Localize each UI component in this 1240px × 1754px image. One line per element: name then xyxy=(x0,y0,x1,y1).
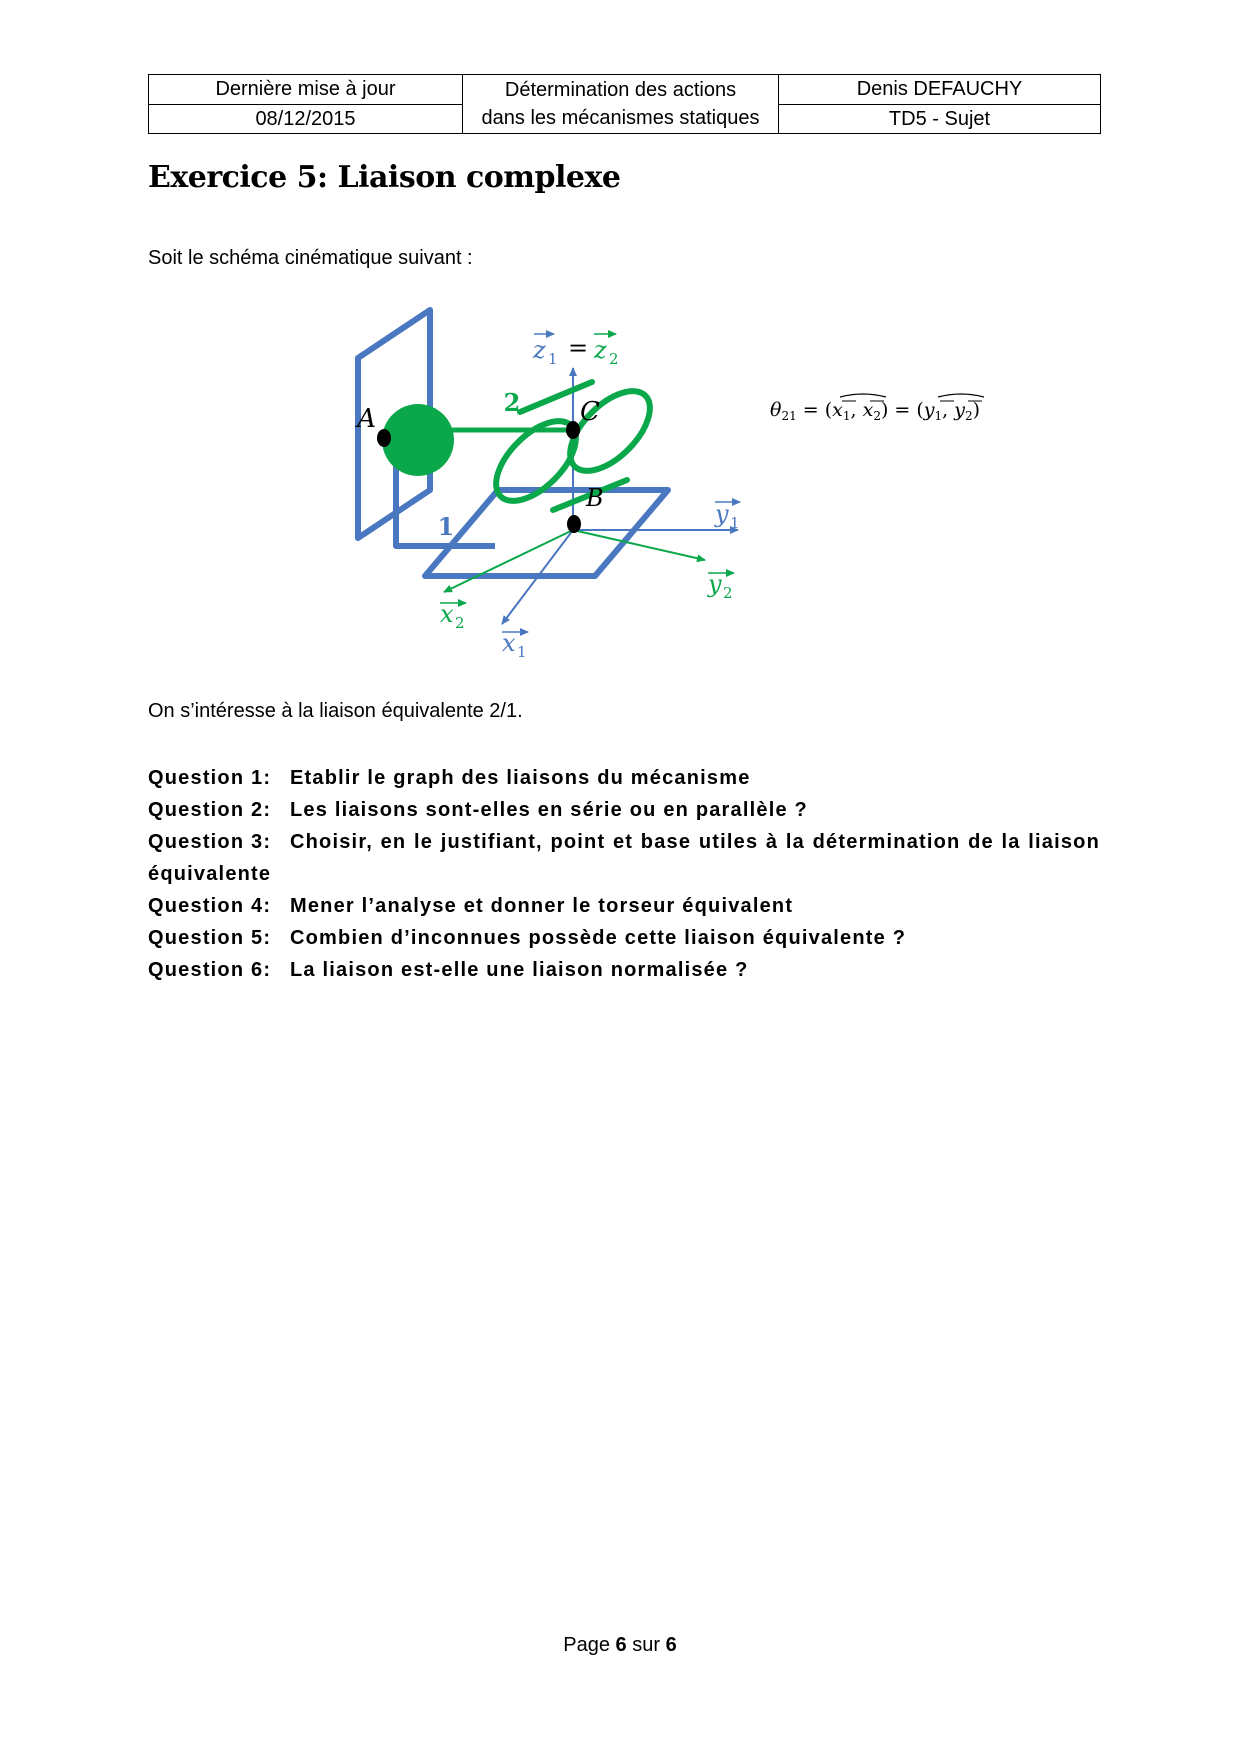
question-label: Question 3: xyxy=(148,831,272,853)
page-footer xyxy=(0,1634,1240,1657)
updated-date: 08/12/2015 xyxy=(149,104,463,134)
formula-y1-sub: 1 xyxy=(934,409,943,423)
point-c-marker xyxy=(566,421,580,439)
formula-eq1: = ( xyxy=(796,399,833,421)
z1-axis-label xyxy=(532,334,558,368)
x1-axis-label xyxy=(502,629,528,661)
formula-eq2: ) = ( xyxy=(880,399,924,421)
question-item xyxy=(148,922,1100,954)
angle-hat-y xyxy=(938,394,984,397)
z2-subscript: 2 xyxy=(609,350,619,368)
point-c-label: C xyxy=(580,397,600,427)
question-text: Mener l’analyse et donner le torseur équivalent xyxy=(290,895,794,917)
question-item xyxy=(148,762,1100,794)
formula-y2: y xyxy=(954,399,965,421)
solid2-label: 2 xyxy=(503,388,521,417)
document-reference: TD5 - Sujet xyxy=(779,104,1101,134)
question-item xyxy=(148,954,1100,986)
page-word: Page xyxy=(563,1634,610,1656)
formula-comma1: , xyxy=(850,399,863,421)
x2-letter: x xyxy=(440,600,454,628)
z1-subscript: 1 xyxy=(548,350,558,368)
formula-y2-sub: 2 xyxy=(965,409,973,423)
x1-subscript: 1 xyxy=(517,643,527,661)
exercise-title: Exercice 5: Liaison complexe xyxy=(148,160,621,195)
y2-axis-arrow xyxy=(573,530,705,560)
page-total: 6 xyxy=(665,1634,677,1656)
angle-hat-x xyxy=(840,394,886,397)
formula-close: ) xyxy=(972,399,981,421)
question-label: Question 2: xyxy=(148,799,272,821)
updated-label: Dernière mise à jour xyxy=(149,75,463,105)
question-label: Question 1: xyxy=(148,767,272,789)
y2-subscript: 2 xyxy=(723,584,733,602)
question-text: Etablir le graph des liaisons du mécanisme xyxy=(290,767,751,789)
formula-x2: x xyxy=(862,399,874,421)
question-text: Combien d’inconnues possède cette liaison équivalente ? xyxy=(290,927,907,949)
x2-axis-label xyxy=(440,600,466,632)
z1-letter: z xyxy=(533,336,546,364)
point-a-label: A xyxy=(357,404,376,434)
point-b-marker xyxy=(567,515,581,533)
z2-axis-label xyxy=(593,334,619,368)
page-number: 6 xyxy=(615,1634,627,1656)
intro-text: Soit le schéma cinématique suivant : xyxy=(148,247,473,269)
equivalent-link-text: On s’intéresse à la liaison équivalente 2/1. xyxy=(148,700,523,722)
y1-letter: y xyxy=(715,500,729,528)
of-word: sur xyxy=(632,1634,661,1656)
y2-letter: y xyxy=(708,570,722,598)
z2-letter: z xyxy=(594,336,607,364)
document-title-line1: Détermination des actions xyxy=(504,79,737,101)
question-item xyxy=(148,826,1100,890)
kinematic-diagram xyxy=(330,290,833,670)
y2-axis-label xyxy=(707,570,734,602)
x2-subscript: 2 xyxy=(455,614,465,632)
formula-x2-sub: 2 xyxy=(873,409,881,423)
question-label: Question 6: xyxy=(148,959,272,981)
question-text: Les liaisons sont-elles en série ou en parallèle ? xyxy=(290,799,808,821)
formula-y1: y xyxy=(923,399,935,421)
solid2-sphere xyxy=(382,404,454,476)
theta-subscript: 21 xyxy=(781,409,797,423)
question-text: La liaison est-elle une liaison normalisée ? xyxy=(290,959,749,981)
x2-axis-arrow xyxy=(444,530,573,592)
solid1-horizontal-plate xyxy=(425,490,668,576)
author-name: Denis DEFAUCHY xyxy=(779,75,1101,105)
formula-comma2: , xyxy=(942,399,955,421)
z-equals-sign: = xyxy=(568,334,589,362)
x1-letter: x xyxy=(502,629,516,657)
point-a-marker xyxy=(377,429,391,447)
solid1-label: 1 xyxy=(437,512,455,541)
question-label: Question 4: xyxy=(148,895,272,917)
document-title xyxy=(463,75,779,134)
question-list xyxy=(148,762,1100,986)
formula-x1-sub: 1 xyxy=(842,409,851,423)
question-text: Choisir, en le justifiant, point et base utiles à la détermination de la liaison équivalente xyxy=(148,831,1100,885)
question-item xyxy=(148,794,1100,826)
formula-x1: x xyxy=(832,399,843,421)
theta-symbol: θ xyxy=(770,399,782,421)
document-title-line2: dans les mécanismes statiques xyxy=(481,107,760,129)
angle-definition-formula xyxy=(770,392,1030,426)
document-header xyxy=(148,74,1101,134)
y1-axis-label xyxy=(714,500,740,532)
question-item xyxy=(148,890,1100,922)
svg-text:θ21 = (x1, x2) = (y1, y2) xyxy=(770,399,980,423)
point-b-label: B xyxy=(586,484,604,512)
y1-subscript: 1 xyxy=(730,514,740,532)
question-label: Question 5: xyxy=(148,927,272,949)
